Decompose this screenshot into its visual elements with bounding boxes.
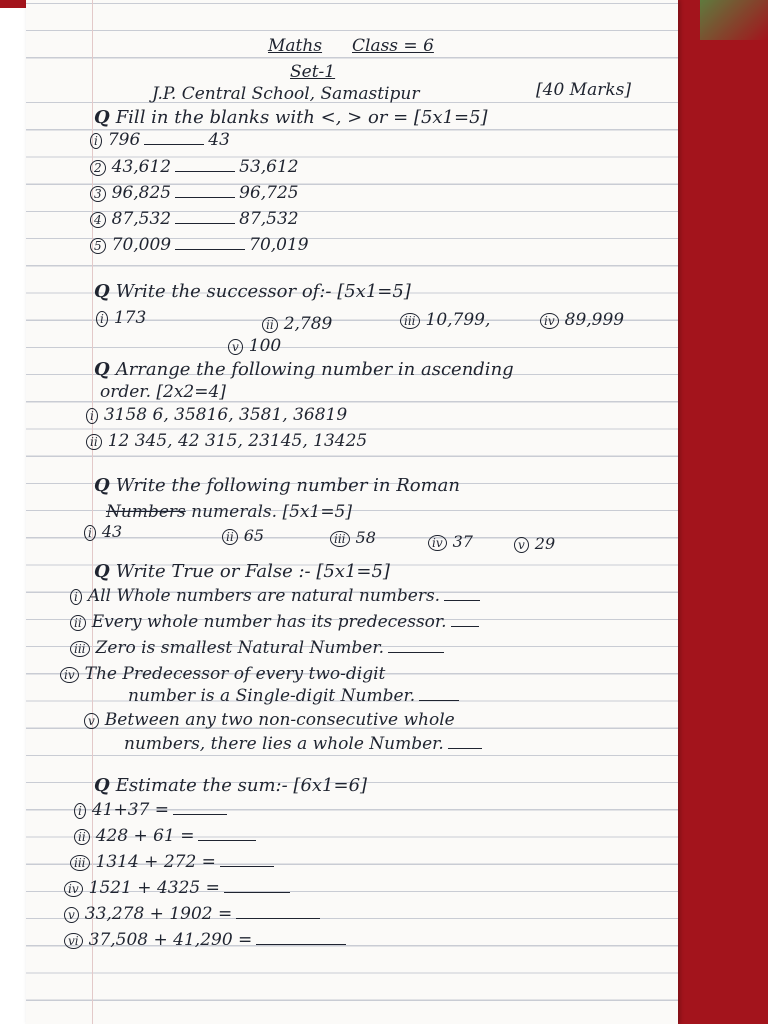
q5-statement-cont: number is a Single-digit Number. [128,686,416,706]
item-number: 3 [90,186,106,202]
q1-right: 87,532 [239,209,299,229]
q5-item-4-cont [128,686,463,706]
q3-value: 3158 6, 35816, 3581, 36819 [103,405,348,425]
q5-instruction [94,562,390,582]
q6-expression: 428 + 61 = [95,826,195,846]
answer-blank [175,209,235,224]
answer-blank [198,826,256,841]
q4-text-2: numerals. [5x1=5] [191,502,353,522]
q2-item-3 [400,310,490,330]
q6-expression: 1521 + 4325 = [88,878,220,898]
set-label: Set-1 [290,62,336,82]
class-title: Class = 6 [352,36,434,56]
q3-text: Arrange the following number in ascending [115,359,514,380]
q2-item-2 [262,314,332,334]
item-number: ii [86,434,102,450]
q6-expression: 37,508 + 41,290 = [88,930,253,950]
q6-item-4 [64,878,294,898]
q4-value: 43 [101,522,123,541]
item-number: iv [64,881,83,897]
q3-instruction [94,360,514,380]
q4-item-5 [514,534,555,554]
item-number: 5 [90,238,106,254]
q6-expression: 33,278 + 1902 = [84,904,233,924]
answer-blank [175,235,245,250]
q1-left: 43,612 [111,157,172,177]
question-mark: Q [94,475,110,496]
item-number: 4 [90,212,106,228]
q5-statement: The Predecessor of every two-digit [84,664,386,684]
q5-item-3 [70,638,448,658]
q5-item-1 [70,586,484,606]
q2-value: 10,799, [425,310,491,330]
q1-item-3 [90,183,299,203]
q5-statement: Every whole number has its predecessor. [91,612,447,632]
q4-value: 65 [243,526,265,545]
q2-value: 89,999 [564,310,625,330]
q4-item-2 [222,526,264,546]
item-number: i [86,408,98,424]
q4-value: 37 [452,532,473,551]
q2-item-1 [96,308,146,328]
answer-blank [388,638,444,653]
answer-blank [256,930,346,945]
q5-statement: All Whole numbers are natural numbers. [87,586,441,606]
q5-item-4 [60,664,385,684]
q5-statement-cont: numbers, there lies a whole Number. [124,734,444,754]
school-name: J.P. Central School, Samastipur [152,84,420,104]
q1-right: 70,019 [249,235,309,255]
item-number: i [96,311,108,327]
answer-blank [224,878,290,893]
q3-instruction-2: order. [2x2=4] [100,382,226,402]
q1-right: 43 [208,130,230,150]
q1-right: 96,725 [239,183,299,203]
q1-left: 87,532 [111,209,172,229]
q4-instruction-2 [106,502,352,522]
q1-left: 796 [107,130,141,150]
q2-value: 2,789 [283,314,333,334]
item-number: iii [330,531,350,547]
q4-item-3 [330,528,376,548]
q2-item-4 [540,310,624,330]
q4-value: 29 [534,534,556,553]
struck-word: Numbers [106,502,186,522]
item-number: v [228,339,243,355]
answer-blank [220,852,274,867]
q1-item-4 [90,209,299,229]
q5-statement: Between any two non-consecutive whole [104,710,455,730]
item-number: vi [64,933,83,949]
q6-instruction [94,776,367,796]
q6-text: Estimate the sum:- [6x1=6] [115,775,368,796]
q3-item-2 [86,431,367,451]
q1-left: 96,825 [111,183,172,203]
q2-instruction [94,282,411,302]
answer-blank [448,734,482,749]
item-number: iii [70,855,90,871]
q6-item-5 [64,904,324,924]
item-number: i [84,525,96,541]
q3-item-1 [86,405,347,425]
question-mark: Q [94,107,110,128]
q1-text: Fill in the blanks with <, > or = [5x1=5] [115,107,488,128]
item-number: ii [74,829,90,845]
q6-expression: 1314 + 272 = [95,852,216,872]
question-mark: Q [94,281,110,302]
item-number: i [70,589,82,605]
item-number: ii [262,317,278,333]
question-mark: Q [94,775,110,796]
item-number: v [64,907,79,923]
q4-text: Write the following number in Roman [115,475,461,496]
item-number: ii [70,615,86,631]
background-right [676,0,768,1024]
q4-instruction [94,476,460,496]
item-number: iii [400,313,420,329]
item-number: v [84,713,99,729]
q1-right: 53,612 [239,157,299,177]
q6-item-6 [64,930,350,950]
answer-blank [419,686,459,701]
question-mark: Q [94,561,110,582]
q4-value: 58 [355,528,376,547]
q3-value: 12 345, 42 315, 23145, 13425 [107,431,368,451]
subject-title: Maths [268,36,323,56]
q2-value: 173 [113,308,147,328]
q1-item-1 [90,130,230,150]
item-number: iii [70,641,90,657]
q6-item-3 [70,852,278,872]
background-corner [700,0,768,40]
total-marks: [40 Marks] [536,80,631,100]
item-number: 2 [90,160,106,176]
answer-blank [144,130,204,145]
q5-statement: Zero is smallest Natural Number. [95,638,385,658]
answer-blank [175,183,235,198]
q1-instruction [94,108,488,128]
item-number: i [74,803,86,819]
question-mark: Q [94,359,110,380]
item-number: iv [540,313,559,329]
item-number: iv [428,535,447,551]
q6-item-1 [74,800,231,820]
q5-text: Write True or False :- [5x1=5] [115,561,390,582]
q5-item-2 [70,612,483,632]
q6-expression: 41+37 = [91,800,169,820]
answer-blank [236,904,320,919]
item-number: i [90,133,102,149]
item-number: ii [222,529,238,545]
q1-left: 70,009 [111,235,172,255]
item-number: iv [60,667,79,683]
answer-blank [451,612,479,627]
answer-blank [175,157,235,172]
q1-item-2 [90,157,299,177]
q4-item-1 [84,522,122,542]
q1-item-5 [90,235,309,255]
q6-item-2 [74,826,260,846]
answer-blank [173,800,227,815]
q5-item-5 [84,710,455,730]
q4-item-4 [428,532,473,552]
answer-blank [444,586,480,601]
q2-value: 100 [248,336,282,356]
q2-item-5 [228,336,281,356]
q2-text: Write the successor of:- [5x1=5] [115,281,411,302]
item-number: v [514,537,529,553]
q5-item-5-cont [124,734,486,754]
